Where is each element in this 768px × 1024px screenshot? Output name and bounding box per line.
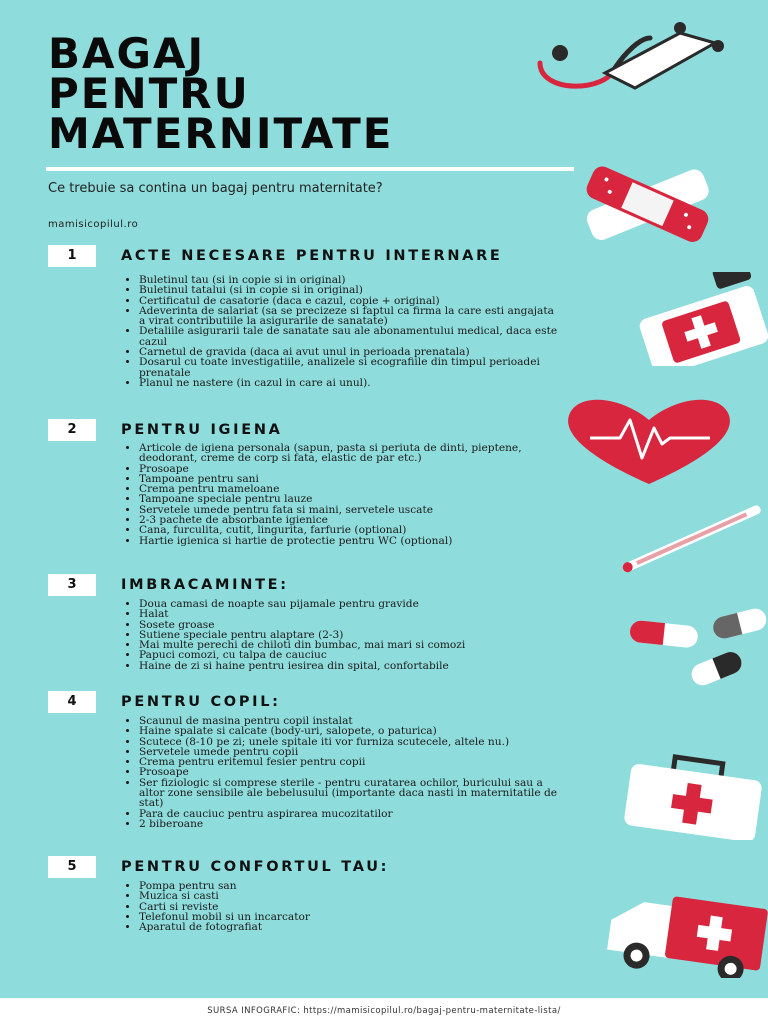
list-item: • Scutece (8-10 pe zi; unele spitale iti vor furniza scutecele, altele nu.) [139, 737, 559, 747]
section-5-header [48, 856, 608, 878]
list-item: • Buletinul tau (si in copie si in original) [139, 275, 559, 285]
list-item: • Buletinul tatalui (si in copie si in original) [139, 285, 559, 295]
section-title: PENTRU COPIL: [121, 694, 281, 710]
footer-source: SURSA INFOGRAFIC: https://mamisicopilul.ro/bagaj-pentru-maternitate-lista/ [0, 998, 768, 1024]
list-item: • Sosete groase [139, 620, 559, 630]
ambulance-icon [600, 890, 768, 978]
section-number: 5 [48, 856, 96, 878]
heart-pulse-icon [560, 398, 738, 486]
list-item: • Muzica si casti [139, 891, 559, 901]
list-item: • Servetele umede pentru fata si maini, servetele uscate [139, 505, 559, 515]
site-name: mamisicopilul.ro [48, 219, 139, 230]
section-1-header [48, 245, 608, 267]
section-4-list [121, 716, 559, 829]
list-item: • Para de cauciuc pentru aspirarea mucozitatilor [139, 809, 559, 819]
list-item: • Servetele umede pentru copii [139, 747, 559, 757]
list-item: • Tampoane speciale pentru lauze [139, 494, 559, 504]
section-5-list [121, 881, 559, 932]
first-aid-kit-icon [620, 752, 768, 840]
list-item: • Dosarul cu toate investigatiile, analizele si ecografiile din timpul perioadei prenatale [139, 357, 559, 378]
section-number: 2 [48, 419, 96, 441]
list-item: • 2 biberoane [139, 819, 559, 829]
list-item: • 2-3 pachete de absorbante igienice [139, 515, 559, 525]
pill-capsule-icon [628, 605, 768, 687]
list-item: • Halat [139, 609, 559, 619]
list-item: • Hartie igienica si hartie de protectie pentru WC (optional) [139, 536, 559, 546]
section-3-list [121, 599, 559, 671]
list-item: • Mai multe perechi de chiloti din bumbac, mai mari si comozi [139, 640, 559, 650]
list-item: • Tampoane pentru sani [139, 474, 559, 484]
subtitle: Ce trebuie sa contina un bagaj pentru maternitate? [48, 181, 383, 196]
list-item: • Cana, furculita, cutit, lingurita, farfurie (optional) [139, 525, 559, 535]
list-item: • Crema pentru eritemul fesier pentru copii [139, 757, 559, 767]
thermometer-icon [612, 505, 768, 575]
title-divider [46, 167, 574, 171]
section-title: ACTE NECESARE PENTRU INTERNARE [121, 248, 503, 264]
list-item: • Carnetul de gravida (daca ai avut unul in perioada prenatala) [139, 347, 559, 357]
section-number: 4 [48, 691, 96, 713]
list-item: • Haine de zi si haine pentru iesirea din spital, confortabile [139, 661, 559, 671]
section-title: PENTRU IGIENA [121, 422, 283, 438]
section-title: IMBRACAMINTE: [121, 577, 289, 593]
list-item: • Crema pentru mameloane [139, 484, 559, 494]
section-3-header [48, 574, 608, 596]
list-item: • Haine spalate si calcate (body-uri, salopete, o paturica) [139, 726, 559, 736]
list-item: • Ser fiziologic si comprese sterile - pentru curatarea ochilor, buricului sau a altor zone sensibile ale bebelusului (importante daca nasti in maternitatile de stat) [139, 778, 559, 809]
list-item: • Detaliile asigurarii tale de sanatate sau ale abonamentului medical, daca este cazul [139, 326, 559, 347]
list-item: • Prosoape [139, 767, 559, 777]
list-item: • Scaunul de masina pentru copil instalat [139, 716, 559, 726]
page-title: BAGAJ PENTRU MATERNITATE [48, 29, 394, 158]
section-number: 1 [48, 245, 96, 267]
bandage-icon [575, 163, 720, 245]
list-item: • Certificatul de casatorie (daca e cazul, copie + original) [139, 296, 559, 306]
list-item: • Aparatul de fotografiat [139, 922, 559, 932]
section-2-header [48, 419, 608, 441]
list-item: • Carti si reviste [139, 902, 559, 912]
list-item: • Sutiene speciale pentru alaptare (2-3) [139, 630, 559, 640]
section-number: 3 [48, 574, 96, 596]
list-item: • Articole de igiena personala (sapun, pasta si periuta de dinti, pieptene, deodorant, creme de corp si fata, elastic de par etc.) [139, 443, 559, 464]
list-item: • Pompa pentru san [139, 881, 559, 891]
section-4-header [48, 691, 608, 713]
list-item: • Planul ne nastere (in cazul in care ai unul). [139, 378, 559, 388]
section-title: PENTRU CONFORTUL TAU: [121, 859, 390, 875]
list-item: • Adeverinta de salariat (sa se precizeze si faptul ca firma la care esti angajata a virat contributiile la asigurarile de sanatate) [139, 306, 559, 327]
list-item: • Doua camasi de noapte sau pijamale pentru gravide [139, 599, 559, 609]
section-2-list [121, 443, 559, 546]
section-1-list [121, 275, 559, 388]
medicine-bottle-icon [630, 272, 768, 366]
list-item: • Prosoape [139, 464, 559, 474]
stethoscope-icon [530, 18, 760, 98]
list-item: • Telefonul mobil si un incarcator [139, 912, 559, 922]
list-item: • Papuci comozi, cu talpa de cauciuc [139, 650, 559, 660]
